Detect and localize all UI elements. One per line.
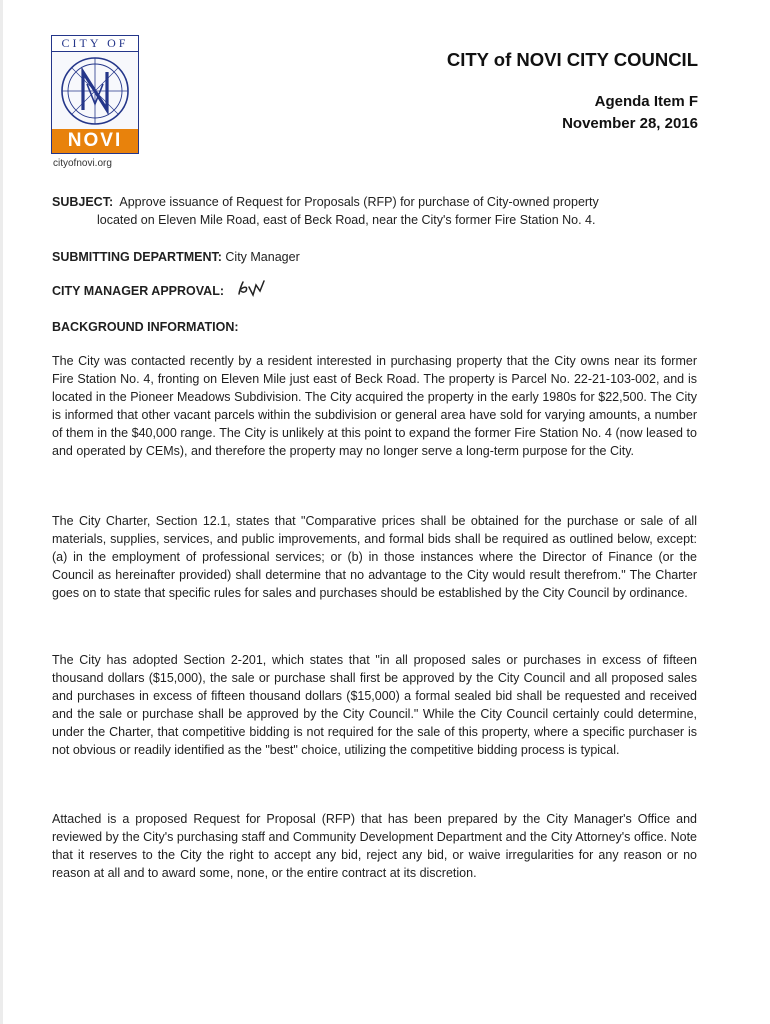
subject-line-1 (52, 193, 712, 211)
logo-url: cityofnovi.org (53, 158, 112, 169)
scan-edge (0, 0, 3, 1024)
city-manager-approval (52, 284, 224, 298)
handwritten-initials-icon (236, 278, 272, 300)
background-heading: BACKGROUND INFORMATION: (52, 320, 239, 334)
background-paragraph-1: The City was contacted recently by a resident interested in purchasing property that the City owns near its former Fire Station No. 4, fronting on Eleven Mile just east of Beck Road. The property is Parcel No. 22-21-103-002, and is located in the Pioneer Meadows Subdivision. The City acquired the property in the early 1980s for $22,500. The City is informed that other vacant parcels within the subdivision or general area have sold for varying amounts, a number of them in the $40,000 range. The City is unlikely at this point to expand the former Fire Station No. 4 (now leased to and operated by CEMs), and therefore the property may no longer serve a long-term purpose for the City. (52, 354, 697, 458)
subject-block (52, 193, 712, 229)
approval-label: CITY MANAGER APPROVAL: (52, 284, 224, 298)
submitting-department (52, 250, 300, 264)
city-logo (51, 35, 139, 169)
meeting-date: November 28, 2016 (562, 115, 698, 132)
subject-label: SUBJECT: (52, 195, 114, 209)
background-paragraph-4: Attached is a proposed Request for Proposal (RFP) that has been prepared by the City Manager's Office and reviewed by the City's purchasing staff and Community Development Department and the City Attorney's office. Note that it reserves to the City the right to accept any bid, reject any bid, or waive irregularities for any reason or no reason at all and to award some, none, or the entire contract at its discretion. (52, 812, 697, 880)
compass-emblem-icon (59, 54, 131, 128)
background-paragraph-2: The City Charter, Section 12.1, states that "Comparative prices shall be obtained for the purchase or sale of all materials, supplies, services, and public improvements, and formal bids shall be required as outlined below, except: (a) in the employment of professional services; or (b) in those instances where the Director of Finance (or the Council as hereinafter provided) shall determine that no advantage to the City would result therefrom." The Charter goes on to state that specific rules for sales and purchases should be established by the City Council by ordinance. (52, 514, 697, 600)
agenda-item: Agenda Item F (594, 93, 698, 110)
background-paragraph-3: The City has adopted Section 2-201, which states that "in all proposed sales or purchases in excess of fifteen thousand dollars ($15,000), the sale or purchase shall first be approved by the City Council and all proposed sales and purchases in excess of fifteen thousand dollars ($15,000) a formal sealed bid shall be requested and received and the sale or purchase shall be approved by the City Council." While the City Council certainly could determine, under the Charter, that competitive bidding is not required for the sale of this property, where a specific purchaser is not obvious or readily identified as the "best" choice, utilizing the competitive bidding process is typical. (52, 653, 697, 757)
department-label: SUBMITTING DEPARTMENT: (52, 250, 222, 264)
subject-text-1: Approve issuance of Request for Proposals (RFP) for purchase of City-owned property (119, 195, 599, 209)
logo-bottom-text: NOVI (52, 129, 138, 153)
logo-frame (51, 35, 139, 154)
subject-text-2: located on Eleven Mile Road, east of Beck Road, near the City's former Fire Station No. 4. (97, 213, 596, 227)
department-value: City Manager (225, 250, 300, 264)
logo-top-text: CITY OF (52, 36, 138, 52)
council-title: CITY of NOVI CITY COUNCIL (446, 49, 698, 70)
